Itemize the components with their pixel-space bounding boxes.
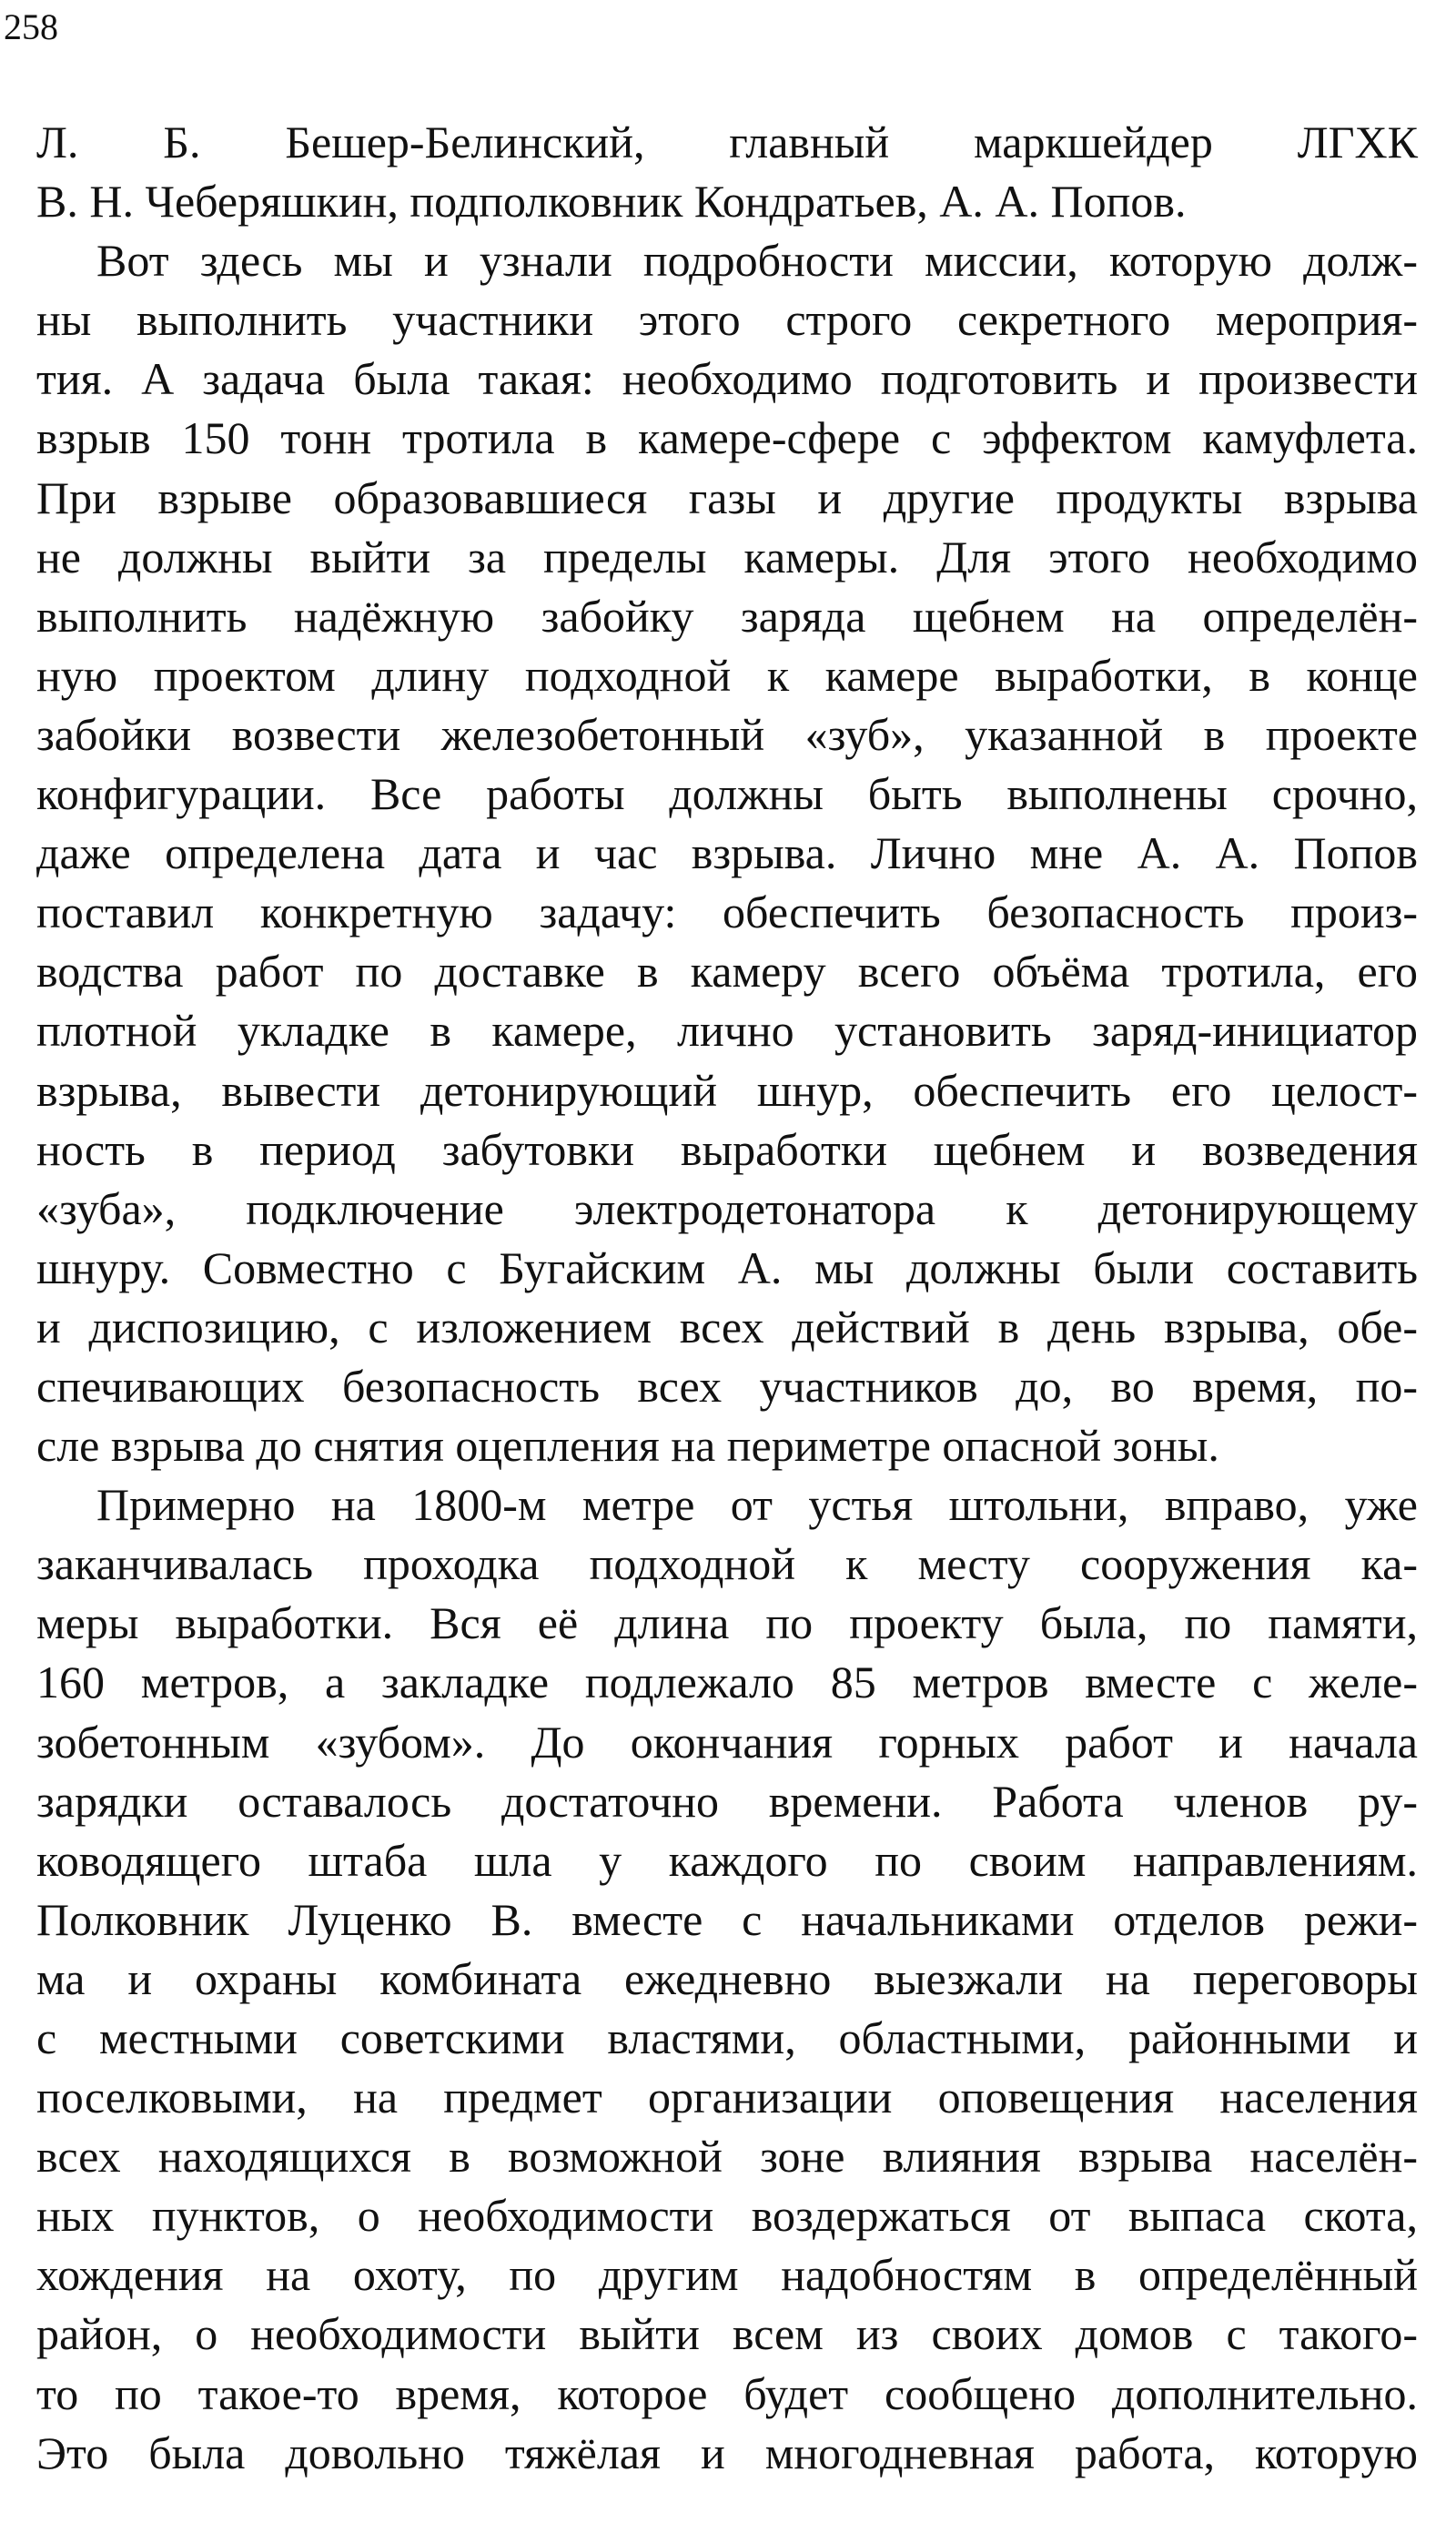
text-line: Вот здесь мы и узнали подробности миссии, которую долж- bbox=[96, 235, 1418, 287]
text-line: район, о необходимости выйти всем из своих домов с такого- bbox=[36, 2308, 1418, 2360]
text-line: 160 метров, а закладке подлежало 85 метров вместе с желе- bbox=[36, 1657, 1418, 1708]
text-line: Это была довольно тяжёлая и многодневная работа, которую bbox=[36, 2427, 1418, 2478]
text-line: даже определена дата и час взрыва. Лично мне А. А. Попов bbox=[36, 827, 1418, 879]
text-line: «зуба», подключение электродетонатора к детонирующему bbox=[36, 1182, 1418, 1234]
text-line: Полковник Луценко В. вместе с начальниками отделов режи- bbox=[36, 1893, 1418, 1945]
text-line: ны выполнить участники этого строго секретного мероприя- bbox=[36, 294, 1418, 346]
text-line: При взрыве образовавшиеся газы и другие продукты взрыва bbox=[36, 471, 1418, 523]
paragraph-1 bbox=[36, 113, 1418, 231]
text-line: с местными советскими властями, областными, районными и bbox=[36, 2012, 1418, 2063]
text-line: хождения на охоту, по другим надобностям в определённый bbox=[36, 2249, 1418, 2301]
paragraph-2 bbox=[36, 231, 1418, 1475]
text-line: забойки возвести железобетонный «зуб», указанной в проекте bbox=[36, 708, 1418, 760]
page-number: 258 bbox=[4, 6, 58, 47]
text-line: меры выработки. Вся её длина по проекту была, по памяти, bbox=[36, 1597, 1418, 1649]
text-line: взрыва, вывести детонирующий шнур, обеспечить его целост- bbox=[36, 1064, 1418, 1116]
text-line: ность в период забутовки выработки щебнем и возведения bbox=[36, 1123, 1418, 1175]
text-line: шнуру. Совместно с Бугайским А. мы должны были составить bbox=[36, 1241, 1418, 1293]
text-line: всех находящихся в возможной зоне влияния взрыва населён- bbox=[36, 2131, 1418, 2183]
text-line: зобетонным «зубом». До окончания горных работ и начала bbox=[36, 1716, 1418, 1768]
text-line: то по такое-то время, которое будет сообщено дополнительно. bbox=[36, 2367, 1418, 2419]
text-line: ную проектом длину подходной к камере выработки, в конце bbox=[36, 649, 1418, 701]
text-line: спечивающих безопасность всех участников до, во время, по- bbox=[36, 1360, 1418, 1412]
text-line: и диспозицию, с изложением всех действий в день взрыва, обе- bbox=[36, 1301, 1418, 1353]
text-line: В. Н. Чеберяшкин, подполковник Кондратьев, А. А. Попов. bbox=[36, 176, 1187, 228]
text-line: ных пунктов, о необходимости воздержаться от выпаса скота, bbox=[36, 2190, 1418, 2242]
text-line: Примерно на 1800-м метре от устья штольни, вправо, уже bbox=[96, 1479, 1418, 1531]
text-line: ководящего штаба шла у каждого по своим направлениям. bbox=[36, 1834, 1418, 1886]
text-line: поставил конкретную задачу: обеспечить безопасность произ- bbox=[36, 887, 1418, 938]
text-line: зарядки оставалось достаточно времени. Работа членов ру- bbox=[36, 1775, 1418, 1827]
text-line: тия. А задача была такая: необходимо подготовить и произвести bbox=[36, 353, 1418, 405]
paragraph-3 bbox=[36, 1475, 1418, 2483]
text-line: ма и охраны комбината ежедневно выезжали на переговоры bbox=[36, 1952, 1418, 2004]
text-line: водства работ по доставке в камеру всего объёма тротила, его bbox=[36, 946, 1418, 998]
text-line: выполнить надёжную забойку заряда щебнем на определён- bbox=[36, 590, 1418, 642]
text-line: конфигурации. Все работы должны быть выполнены срочно, bbox=[36, 768, 1418, 820]
text-line: плотной укладке в камере, лично установить заряд-инициатор bbox=[36, 1005, 1418, 1057]
text-line: сле взрыва до снятия оцепления на периметре опасной зоны. bbox=[36, 1420, 1219, 1472]
text-line: заканчивалась проходка подходной к месту сооружения ка- bbox=[36, 1538, 1418, 1590]
text-line: Л. Б. Бешер-Белинский, главный маркшейдер ЛГХК bbox=[36, 117, 1418, 167]
page-body bbox=[36, 113, 1418, 2483]
text-line: взрыв 150 тонн тротила в камере-сфере с эффектом камуфлета. bbox=[36, 412, 1418, 464]
text-line: не должны выйти за пределы камеры. Для этого необходимо bbox=[36, 531, 1418, 583]
text-line: поселковыми, на предмет организации оповещения населения bbox=[36, 2072, 1418, 2123]
